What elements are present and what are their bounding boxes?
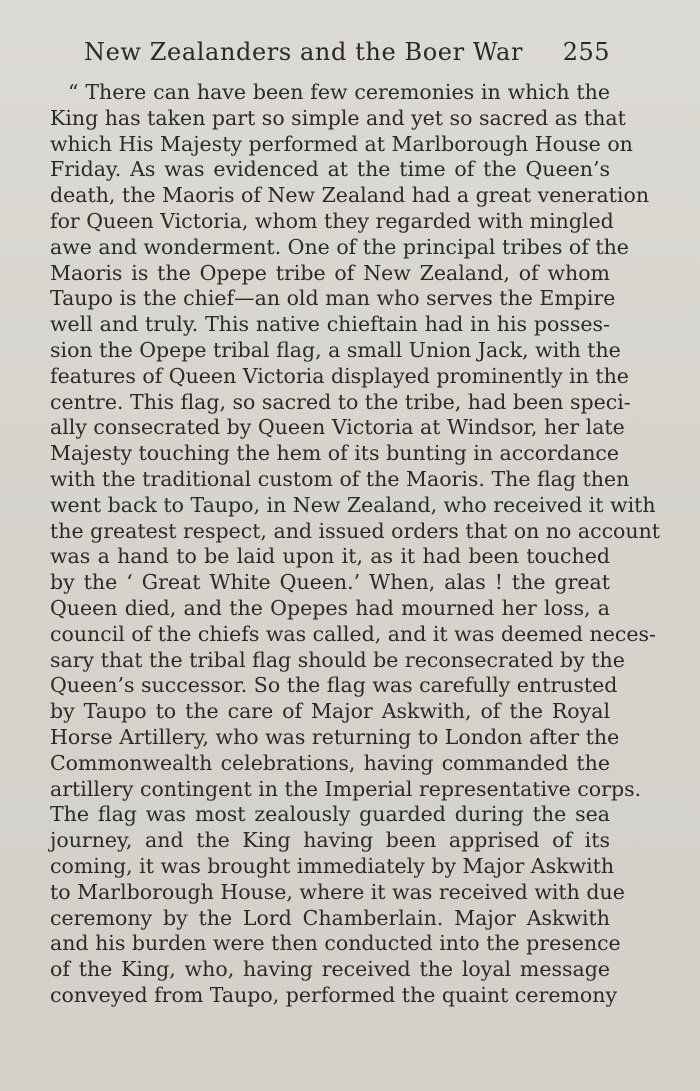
page-number: 255 [562,38,610,66]
text-line: Horse Artillery, who was returning to London after the [50,724,620,749]
text-line: with the traditional custom of the Maoris. The flag then [50,466,630,491]
text-line: The flag was most zealously guarded during the sea [50,802,610,827]
text-line: council of the chiefs was called, and it was deemed neces- [50,621,656,646]
text-line: by the ‘ Great White Queen.’ When, alas ! the great [50,570,610,595]
text-line: ally consecrated by Queen Victoria at Windsor, her late [50,415,625,440]
text-line: Queen’s successor. So the flag was carefully entrusted [50,673,618,698]
text-line: was a hand to be laid upon it, as it had been touched [50,544,610,569]
text-line: well and truly. This native chieftain had in his posses- [50,312,610,337]
page-header [84,38,610,74]
text-line: Taupo is the chief—an old man who serves the Empire [50,286,616,311]
text-line: centre. This flag, so sacred to the tribe, had been speci- [50,389,631,414]
text-line: ceremony by the Lord Chamberlain. Major Askwith [50,905,610,930]
text-line: Commonwealth celebrations, having commanded the [50,750,610,775]
body-text [50,80,661,1009]
text-line: by Taupo to the care of Major Askwith, of the Royal [50,699,610,724]
text-line: of the King, who, having received the loyal message [50,957,610,982]
text-line: Maoris is the Opepe tribe of New Zealand, of whom [50,260,610,285]
text-line: the greatest respect, and issued orders that on no account [50,518,661,543]
text-line: Friday. As was evidenced at the time of the Queen’s [50,157,610,182]
text-line: which His Majesty performed at Marlborough House on [50,131,633,156]
text-line: artillery contingent in the Imperial representative corps. [50,776,642,801]
text-line: Queen died, and the Opepes had mourned her loss, a [50,595,610,620]
text-line: and his burden were then conducted into the presence [50,931,621,956]
text-line: coming, it was brought immediately by Major Askwith [50,853,615,878]
text-line: journey, and the King having been apprised of its [50,828,610,853]
text-line: conveyed from Taupo, performed the quaint ceremony [50,982,618,1007]
text-line: went back to Taupo, in New Zealand, who received it with [50,492,656,517]
text-line: sary that the tribal flag should be reconsecrated by the [50,647,625,672]
text-line: to Marlborough House, where it was received with due [50,879,625,904]
text-line: awe and wonderment. One of the principal tribes of the [50,234,629,259]
text-line: “ There can have been few ceremonies in which the [68,80,610,104]
running-title: New Zealanders and the Boer War [84,38,524,66]
text-line: sion the Opepe tribal flag, a small Union Jack, with the [50,337,621,362]
text-line: King has taken part so simple and yet so sacred as that [50,105,626,130]
text-line: death, the Maoris of New Zealand had a great veneration [50,183,650,208]
text-line: for Queen Victoria, whom they regarded with mingled [50,208,614,233]
text-line: Majesty touching the hem of its bunting in accordance [50,441,620,466]
text-line: features of Queen Victoria displayed prominently in the [50,363,629,388]
